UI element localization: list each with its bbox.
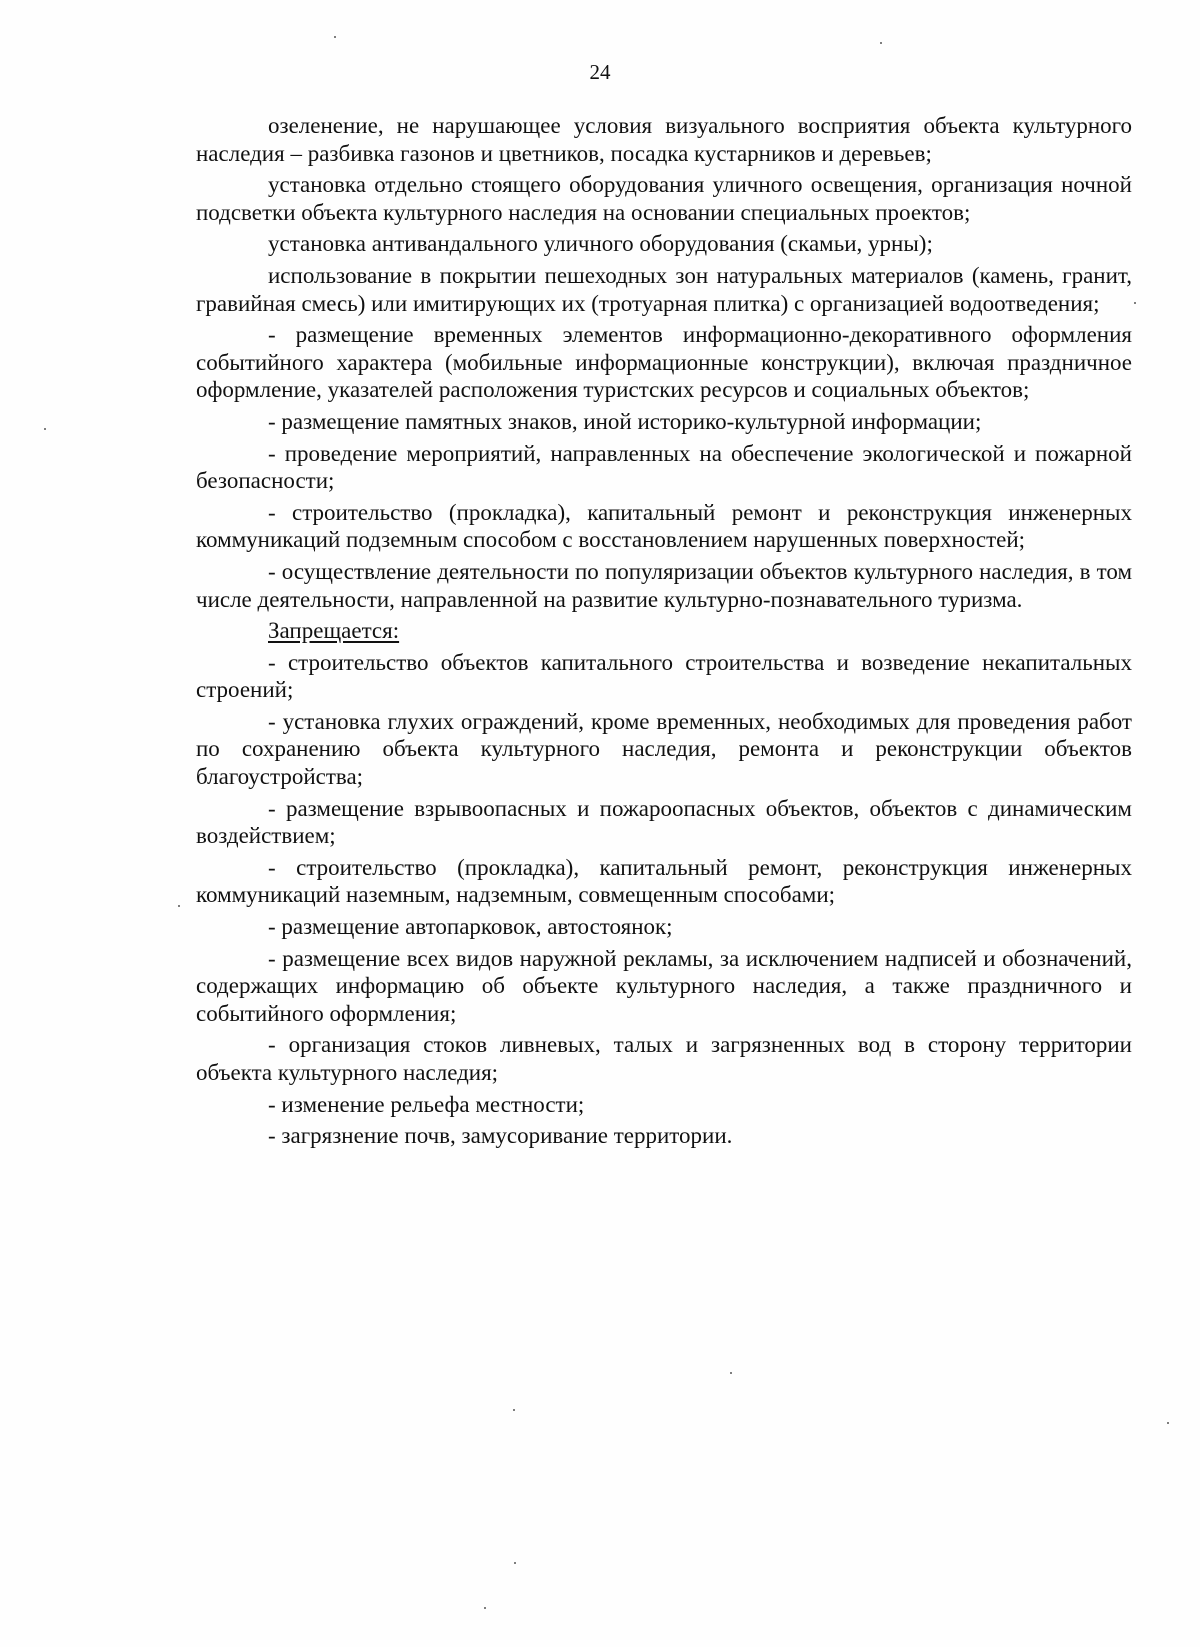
- prohibited-paragraph: - изменение рельефа местности;: [268, 1091, 585, 1117]
- prohibited-heading: Запрещается:: [268, 618, 400, 644]
- page-number: 24: [589, 60, 611, 84]
- prohibited-paragraph: - размещение всех видов наружной рекламы, за исключением надписей и обозначений, содержащих информацию об объекте культурного наследия, а также праздничного и событийного оформления;: [196, 945, 1132, 1026]
- permitted-paragraph: установка отдельно стоящего оборудования уличного освещения, организация ночной подсветки объекта культурного наследия на основании специальных проектов;: [196, 172, 1132, 225]
- scan-speck: [513, 1409, 515, 1411]
- permitted-paragraph: - осуществление деятельности по популяризации объектов культурного наследия, в том числе деятельности, направленной на развитие культурно-познавательного туризма.: [196, 558, 1132, 612]
- prohibited-paragraph: - организация стоков ливневых, талых и загрязненных вод в сторону территории объекта культурного наследия;: [196, 1032, 1132, 1085]
- scan-speck: [1167, 1422, 1169, 1424]
- prohibited-paragraph: - размещение автопарковок, автостоянок;: [268, 914, 673, 940]
- scan-speck: [484, 1607, 486, 1609]
- prohibited-paragraph: - загрязнение почв, замусоривание территории.: [268, 1123, 733, 1149]
- permitted-paragraph: установка антивандального уличного оборудования (скамьи, урны);: [268, 231, 933, 257]
- document-body: [196, 112, 1132, 1154]
- scan-speck: [730, 1372, 732, 1374]
- scan-speck: [44, 428, 46, 430]
- prohibited-paragraph: - строительство объектов капитального строительства и возведение некапитальных строений;: [196, 649, 1132, 703]
- prohibited-paragraph: - размещение взрывоопасных и пожароопасных объектов, объектов с динамическим воздействием;: [196, 795, 1132, 849]
- scan-speck: [514, 1562, 516, 1564]
- permitted-paragraph: озеленение, не нарушающее условия визуального восприятия объекта культурного наследия – разбивка газонов и цветников, посадка кустарников и деревьев;: [196, 113, 1132, 166]
- prohibited-heading-line: [196, 617, 1132, 645]
- permitted-paragraph: - строительство (прокладка), капитальный ремонт и реконструкция инженерных коммуникаций подземным способом с восстановлением нарушенных поверхностей;: [196, 499, 1132, 553]
- permitted-paragraph: использование в покрытии пешеходных зон натуральных материалов (камень, гранит, гравийная смесь) или имитирующих их (тротуарная плитка) с организацией водоотведения;: [196, 262, 1132, 316]
- prohibited-paragraph: - установка глухих ограждений, кроме временных, необходимых для проведения работ по сохранению объекта культурного наследия, ремонта и реконструкции объектов благоустройства;: [196, 708, 1132, 790]
- permitted-paragraph: - размещение временных элементов информационно-декоративного оформления событийного характера (мобильные информационные конструкции), включая праздничное оформление, указателей расположения туристских ресурсов и социальных объектов;: [196, 322, 1132, 403]
- scan-speck: [1134, 302, 1136, 304]
- permitted-paragraph: - размещение памятных знаков, иной историко-культурной информации;: [268, 408, 982, 434]
- prohibited-paragraph: - строительство (прокладка), капитальный ремонт, реконструкция инженерных коммуникаций наземным, надземным, совмещенным способами;: [196, 854, 1132, 908]
- scan-speck: [880, 42, 882, 44]
- scan-speck: [178, 905, 180, 907]
- scan-speck: [334, 36, 336, 38]
- permitted-paragraph: - проведение мероприятий, направленных на обеспечение экологической и пожарной безопасности;: [196, 440, 1132, 494]
